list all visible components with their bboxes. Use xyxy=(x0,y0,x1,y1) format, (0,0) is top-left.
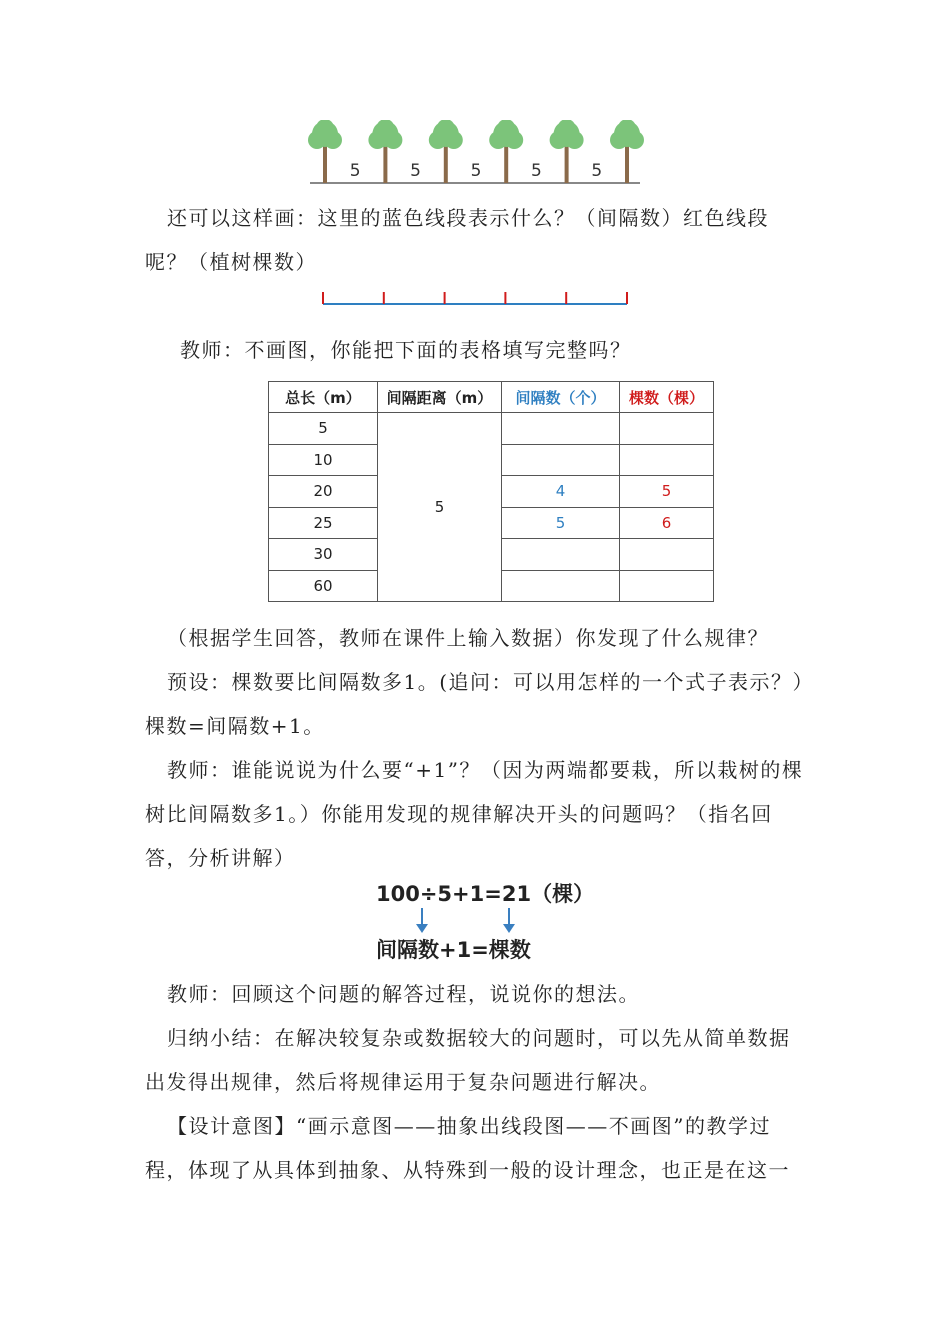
formula-figure xyxy=(370,876,595,968)
paragraph-teacher-table: 教师：不画图，你能把下面的表格填写完整吗？ xyxy=(180,338,632,362)
cell-intervals xyxy=(502,539,620,571)
cell-trees xyxy=(620,413,714,445)
header-total-length: 总长（m） xyxy=(269,382,378,413)
formula-rule: 间隔数+1=棵数 xyxy=(376,938,531,962)
cell-trees xyxy=(620,570,714,602)
cell-interval-distance: 5 xyxy=(378,413,502,602)
paragraph-question-segments: 还可以这样画：这里的蓝色线段表示什么？（间隔数）红色线段呢？（植树棵数） xyxy=(145,206,769,274)
arrow-down-icon xyxy=(416,908,428,933)
paragraph-design-intent: 【设计意图】“画示意图——抽象出线段图——不画图”的教学过程，体现了从具体到抽象、从特殊到一般的设计理念，也正是在这一 xyxy=(145,1114,790,1182)
cell-total: 30 xyxy=(269,539,378,571)
tree-icon xyxy=(308,120,342,183)
cell-trees xyxy=(620,539,714,571)
segment-diagram xyxy=(315,288,635,312)
cell-trees xyxy=(620,444,714,476)
paragraph-rule-question: （根据学生回答，教师在课件上输入数据）你发现了什么规律？ xyxy=(167,626,769,650)
cell-total: 20 xyxy=(269,476,378,508)
arrow-down-icon xyxy=(503,908,515,933)
interval-label: 5 xyxy=(530,161,542,181)
cell-trees: 5 xyxy=(620,476,714,508)
table-row xyxy=(269,413,714,445)
header-interval-distance: 间隔距离（m） xyxy=(378,382,502,413)
tree-icon xyxy=(550,120,584,183)
formula-arrows xyxy=(370,906,590,934)
paragraph-why-plus-one: 教师：谁能说说为什么要“+1”？（因为两端都要栽，所以栽树的棵树比间隔数多1。）你能用发现的规律解决开头的问题吗？（指名回答，分析讲解） xyxy=(145,758,804,870)
tree-icon xyxy=(368,120,402,183)
paragraph-summary: 归纳小结：在解决较复杂或数据较大的问题时，可以先从简单数据出发得出规律，然后将规律运用于复杂问题进行解决。 xyxy=(145,1026,791,1094)
tree-icon xyxy=(489,120,523,183)
tree-icon xyxy=(429,120,463,183)
cell-total: 10 xyxy=(269,444,378,476)
tree-planting-table xyxy=(268,381,714,602)
cell-intervals: 5 xyxy=(502,507,620,539)
interval-label: 5 xyxy=(591,161,603,181)
header-interval-count: 间隔数（个） xyxy=(502,382,620,413)
cell-total: 5 xyxy=(269,413,378,445)
interval-label: 5 xyxy=(349,161,361,181)
table-header-row xyxy=(269,382,714,413)
cell-total: 60 xyxy=(269,570,378,602)
cell-intervals xyxy=(502,444,620,476)
cell-intervals xyxy=(502,570,620,602)
tree-icon xyxy=(610,120,644,183)
cell-intervals: 4 xyxy=(502,476,620,508)
header-tree-count: 棵数（棵） xyxy=(620,382,714,413)
interval-label: 5 xyxy=(470,161,482,181)
interval-label: 5 xyxy=(410,161,422,181)
cell-trees: 6 xyxy=(620,507,714,539)
paragraph-preset: 预设：棵数要比间隔数多1。(追问：可以用怎样的一个式子表示？）棵数=间隔数+1。 xyxy=(145,670,805,738)
formula-equation: 100÷5+1=21（棵） xyxy=(376,882,595,906)
tree-illustration xyxy=(305,120,645,190)
paragraph-review: 教师：回顾这个问题的解答过程，说说你的想法。 xyxy=(167,982,640,1006)
cell-total: 25 xyxy=(269,507,378,539)
cell-intervals xyxy=(502,413,620,445)
